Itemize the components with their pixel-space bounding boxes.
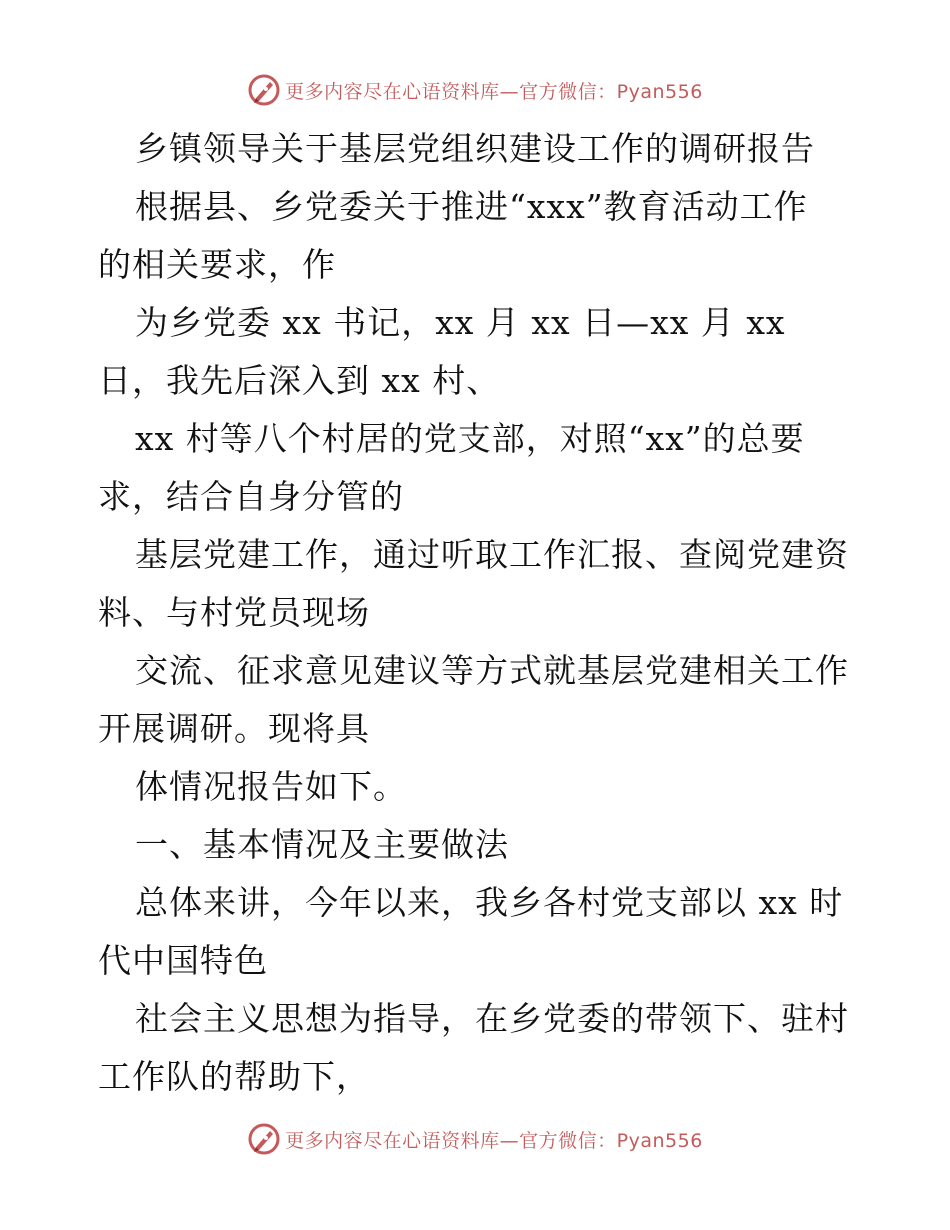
document-body (98, 120, 858, 1106)
text-line: 为乡党委 xx 书记，xx 月 xx 日—xx 月 xx (135, 303, 786, 342)
text-line: 体情况报告如下。 (135, 767, 407, 806)
text-line: 求，结合自身分管的 (98, 477, 404, 516)
pen-logo-icon (247, 1122, 281, 1156)
text-line: 的相关要求，作 (98, 245, 336, 284)
text-line: 根据县、乡党委关于推进“xxx”教育活动工作 (135, 187, 808, 226)
text-line: 交流、征求意见建议等方式就基层党建相关工作 (135, 651, 849, 690)
text-line: 工作队的帮助下， (98, 1057, 370, 1096)
text-line: 社会主义思想为指导，在乡党委的带领下、驻村 (135, 999, 849, 1038)
text-line: xx 村等八个村居的党支部，对照“xx”的总要 (135, 419, 805, 458)
text-line: 总体来讲，今年以来，我乡各村党支部以 xx 时 (135, 883, 844, 922)
text-line: 料、与村党员现场 (98, 593, 370, 632)
text-line: 基层党建工作，通过听取工作汇报、查阅党建资 (135, 535, 849, 574)
pen-logo-icon (247, 73, 281, 107)
text-line: 日，我先后深入到 xx 村、 (98, 361, 501, 400)
document-title: 乡镇领导关于基层党组织建设工作的调研报告 (135, 129, 815, 168)
text-line: 代中国特色 (98, 941, 268, 980)
watermark-text: 更多内容尽在心语资料库—官方微信：Pyan556 (285, 1129, 703, 1152)
section-heading: 一、基本情况及主要做法 (135, 825, 509, 864)
footer-watermark-inner (247, 1122, 703, 1156)
watermark-text: 更多内容尽在心语资料库—官方微信：Pyan556 (285, 80, 703, 103)
header-watermark (0, 70, 950, 110)
footer-watermark (0, 1119, 950, 1159)
text-line: 开展调研。现将具 (98, 709, 370, 748)
header-watermark-inner (247, 73, 703, 107)
